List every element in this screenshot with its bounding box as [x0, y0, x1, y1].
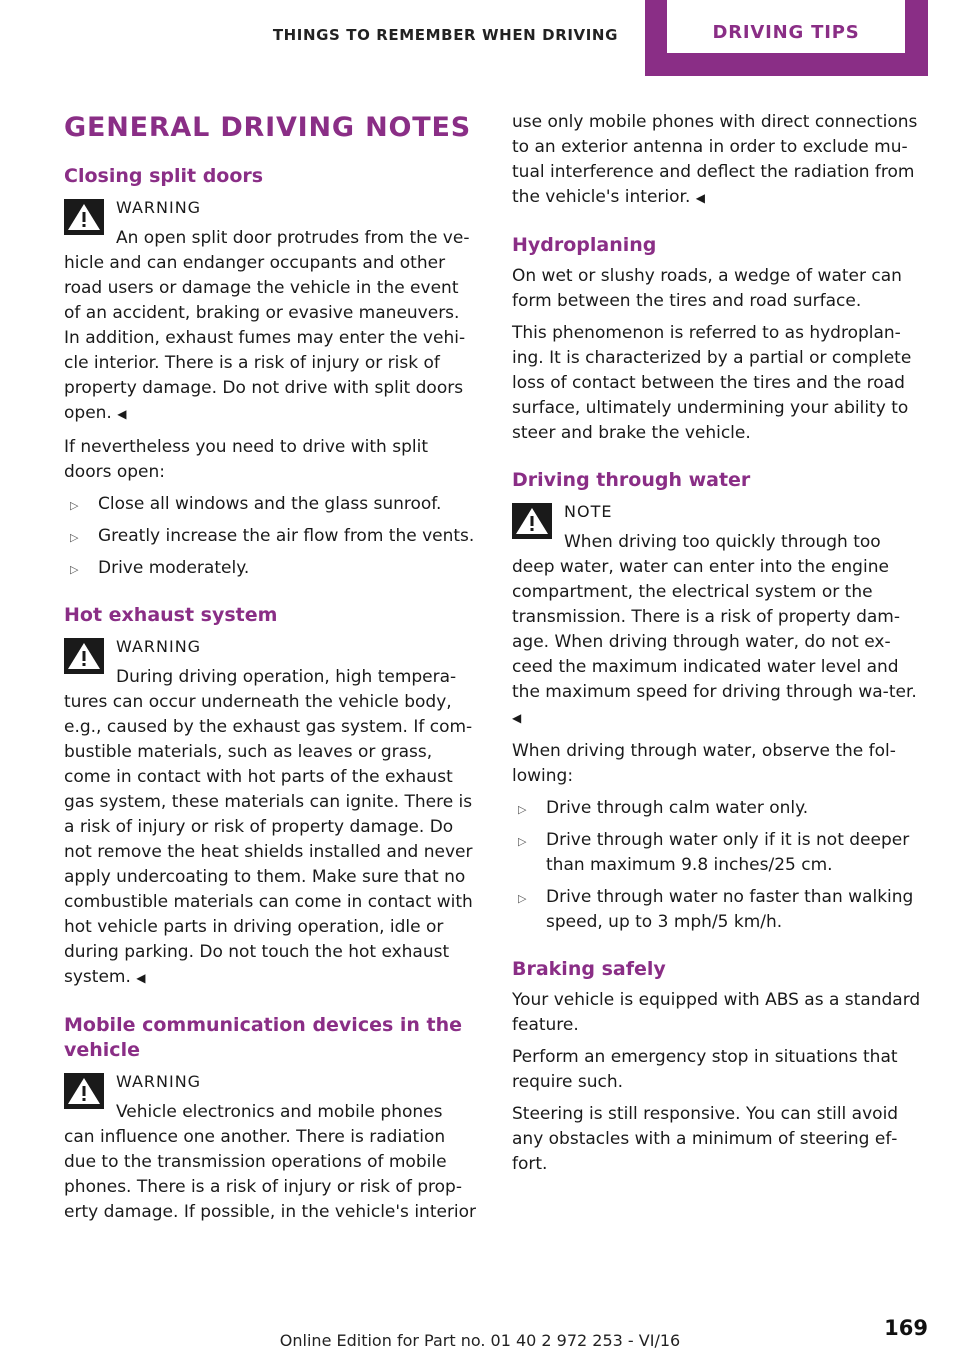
- paragraph: On wet or slushy roads, a wedge of water can form between the tires and road surface.: [512, 266, 902, 311]
- warning-text-first: Vehicle electronics and mobile phones: [116, 1102, 443, 1122]
- bullet-list: [64, 492, 480, 581]
- bullet-arrow-icon: ▷: [518, 835, 527, 848]
- bullet-arrow-icon: ▷: [70, 499, 79, 512]
- warning-text: tures can occur underneath the vehicle body, e.g., caused by the exhaust gas system. If com‐bustible materials, such as leaves or grass, come in contact with hot parts of the exhaust gas system, these materials can ignite. There is a risk of injury or risk of property damage. Do not remove the heat shields installed and never apply undercoating to them. Make sure that no combustible materials can come in contact with hot vehicle parts in driving operation, idle or during parking. Do not touch the hot exhaust system.: [64, 692, 473, 987]
- note-text-first: When driving too quickly through too: [564, 532, 881, 552]
- note-label: NOTE: [564, 502, 613, 521]
- heading-split-doors: Closing split doors: [64, 165, 264, 187]
- list-item: ▷ Greatly increase the air flow from the vents.: [64, 524, 480, 549]
- heading-mobile-devices: Mobile communication devices in the vehicle: [64, 1014, 463, 1061]
- warning-label: WARNING: [116, 1072, 202, 1091]
- warning-text-first: During driving operation, high tempera‐: [116, 667, 457, 687]
- bullet-arrow-icon: ▷: [70, 563, 79, 576]
- end-mark-icon: ◀: [136, 971, 146, 985]
- bullet-arrow-icon: ▷: [518, 803, 527, 816]
- warning-block: [64, 634, 480, 991]
- page-title: GENERAL DRIVING NOTES: [64, 112, 471, 143]
- warning-block: [64, 1069, 480, 1225]
- warning-triangle-icon: [64, 638, 104, 674]
- heading-driving-through-water: Driving through water: [512, 469, 751, 491]
- warning-triangle-icon: [64, 1073, 104, 1109]
- list-item: ▷ Drive moderately.: [64, 556, 480, 581]
- warning-text-first: An open split door protrudes from the ve‐: [116, 228, 470, 248]
- note-text: deep water, water can enter into the engine compartment, the electrical system or the transmission. There is a risk of property dam‐age. When driving through water, do not ex‐ceed the maximum indicated water level and the maximum speed for driving through wa‐ter.: [512, 557, 917, 702]
- list-item: ▷ Drive through water only if it is not deeper than maximum 9.8 inches/25 cm.: [518, 830, 910, 875]
- list-item: ▷ Drive through calm water only.: [512, 796, 930, 821]
- paragraph: If nevertheless you need to drive with split doors open:: [64, 437, 428, 482]
- bullet-arrow-icon: ▷: [70, 531, 79, 544]
- chapter-tab: [645, 0, 928, 76]
- page-header: [0, 0, 960, 76]
- end-mark-icon: ◀: [512, 711, 522, 725]
- list-item: ▷ Close all windows and the glass sunroof.: [64, 492, 480, 517]
- paragraph: When driving through water, observe the fol‐lowing:: [512, 741, 896, 786]
- list-item: ▷ Drive through water no faster than walking speed, up to 3 mph/5 km/h.: [518, 887, 914, 932]
- warning-triangle-icon: [64, 199, 104, 235]
- chapter-tab-label: DRIVING TIPS: [712, 22, 860, 43]
- heading-braking-safely: Braking safely: [512, 958, 666, 980]
- end-mark-icon: ◀: [117, 407, 127, 421]
- paragraph: Steering is still responsive. You can still avoid any obstacles with a minimum of steering ef‐fort.: [512, 1104, 899, 1174]
- section-title: THINGS TO REMEMBER WHEN DRIVING: [272, 26, 618, 44]
- edition-footer: Online Edition for Part no. 01 40 2 972 253 - VI/16: [279, 1331, 681, 1350]
- warning-label: WARNING: [116, 198, 202, 217]
- bullet-arrow-icon: ▷: [518, 892, 527, 905]
- page-number: 169: [884, 1316, 928, 1340]
- left-column: [64, 108, 480, 1233]
- warning-label: WARNING: [116, 637, 202, 656]
- warning-text-continued: use only mobile phones with direct connections to an exterior antenna in order to exclude mu‐tual interference and deflect the radiation from the vehicle's interior. ◀: [512, 112, 918, 207]
- paragraph: Your vehicle is equipped with ABS as a standard feature.: [512, 990, 921, 1035]
- heading-hot-exhaust: Hot exhaust system: [64, 604, 278, 626]
- warning-block: [64, 195, 480, 427]
- bullet-list: [512, 796, 930, 935]
- end-mark-icon: ◀: [695, 191, 705, 205]
- right-column: [512, 110, 930, 1184]
- warning-text: hicle and can endanger occupants and other road users or damage the vehicle in the event of an accident, braking or evasive maneuvers. In addition, exhaust fumes may enter the vehi‐cle interior. There is a risk of injury or risk of property damage. Do not drive with split doors open.: [64, 253, 466, 423]
- note-block: [512, 499, 930, 731]
- heading-hydroplaning: Hydroplaning: [512, 234, 657, 256]
- paragraph: Perform an emergency stop in situations that require such.: [512, 1047, 898, 1092]
- warning-triangle-icon: [512, 503, 552, 539]
- paragraph: This phenomenon is referred to as hydroplan‐ing. It is characterized by a partial or complete loss of contact between the tires and the road surface, ultimately undermining your ability to steer and brake the vehicle.: [512, 323, 912, 443]
- warning-text: can influence one another. There is radiation due to the transmission operations of mobile phones. There is a risk of injury or risk of prop‐erty damage. If possible, in the vehicle's interior: [64, 1127, 477, 1222]
